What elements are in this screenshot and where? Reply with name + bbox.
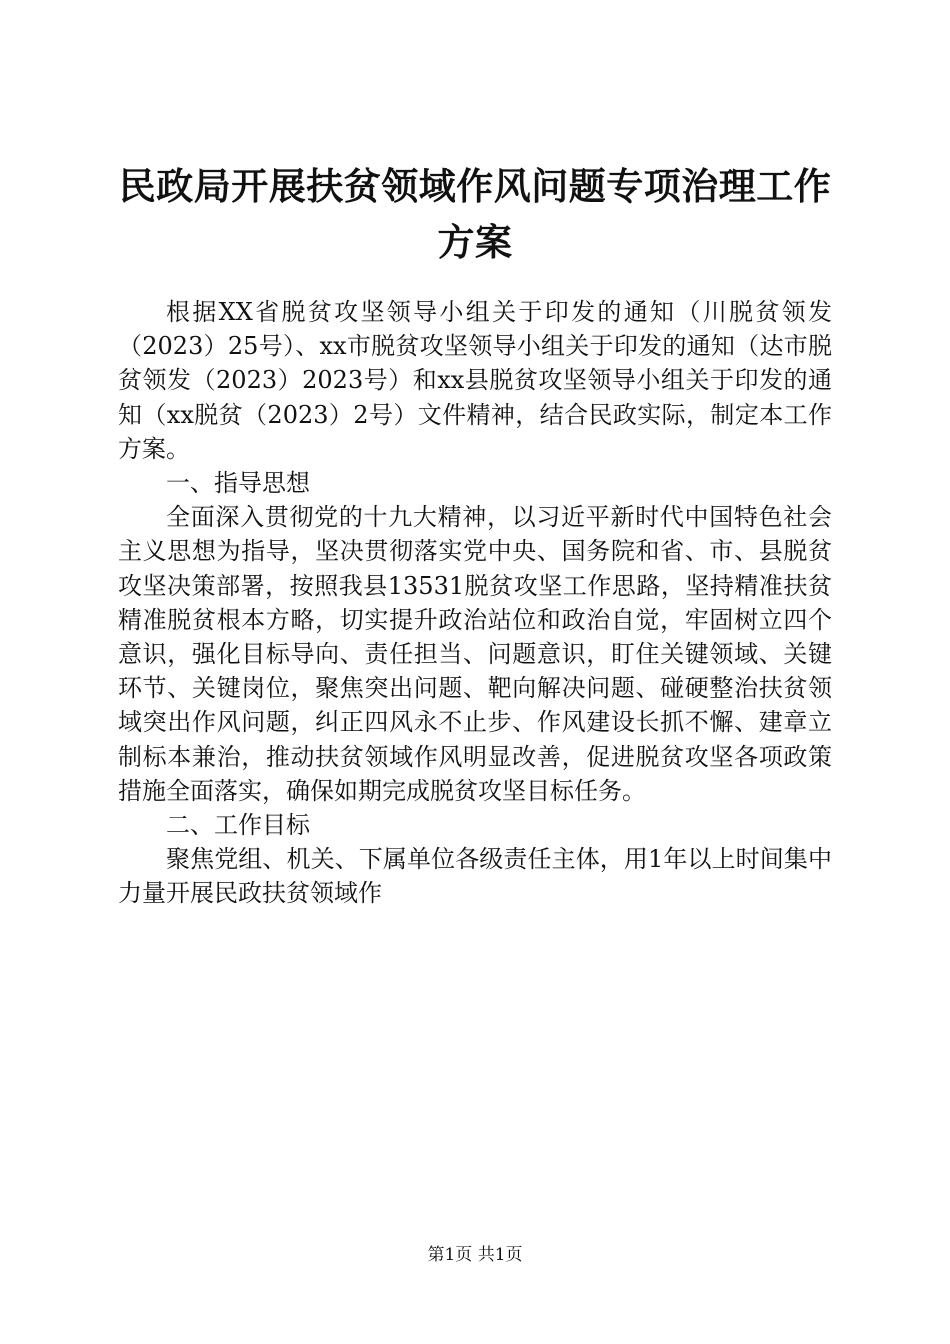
section-heading-guiding-ideology: 一、指导思想 (166, 469, 310, 498)
document-title: 民政局开展扶贫领域作风问题专项治理工作方案 (118, 164, 832, 264)
page-number-footer: 第1页 共1页 (427, 1245, 523, 1265)
intro-paragraph: 根据XX省脱贫攻坚领导小组关于印发的通知（川脱贫领发（2023）25号）、xx市脱贫攻坚领导小组关于印发的通知（达市脱贫领发（2023）2023号）和xx县脱贫攻坚领导小组关于印发的通知（xx脱贫（2023）2号）文件精神，结合民政实际，制定本工作方案。 (118, 298, 832, 463)
document-body (118, 295, 832, 911)
guiding-ideology-paragraph: 全面深入贯彻党的十九大精神，以习近平新时代中国特色社会主义思想为指导，坚决贯彻落实党中央、国务院和省、市、县脱贫攻坚决策部署，按照我县13531脱贫攻坚工作思路，坚持精准扶贫精准脱贫根本方略，切实提升政治站位和政治自觉，牢固树立四个意识，强化目标导向、责任担当、问题意识，盯住关键领域、关键环节、关键岗位，聚焦突出问题、靶向解决问题、碰硬整治扶贫领域突出作风问题，纠正四风永不止步、作风建设长抓不懈、建章立制标本兼治，推动扶贫领域作风明显改善，促进脱贫攻坚各项政策措施全面落实，确保如期完成脱贫攻坚目标任务。 (118, 503, 832, 805)
section-heading-work-goals: 二、工作目标 (166, 811, 310, 840)
work-goals-paragraph: 聚焦党组、机关、下属单位各级责任主体，用1年以上时间集中力量开展民政扶贫领域作 (118, 845, 832, 908)
